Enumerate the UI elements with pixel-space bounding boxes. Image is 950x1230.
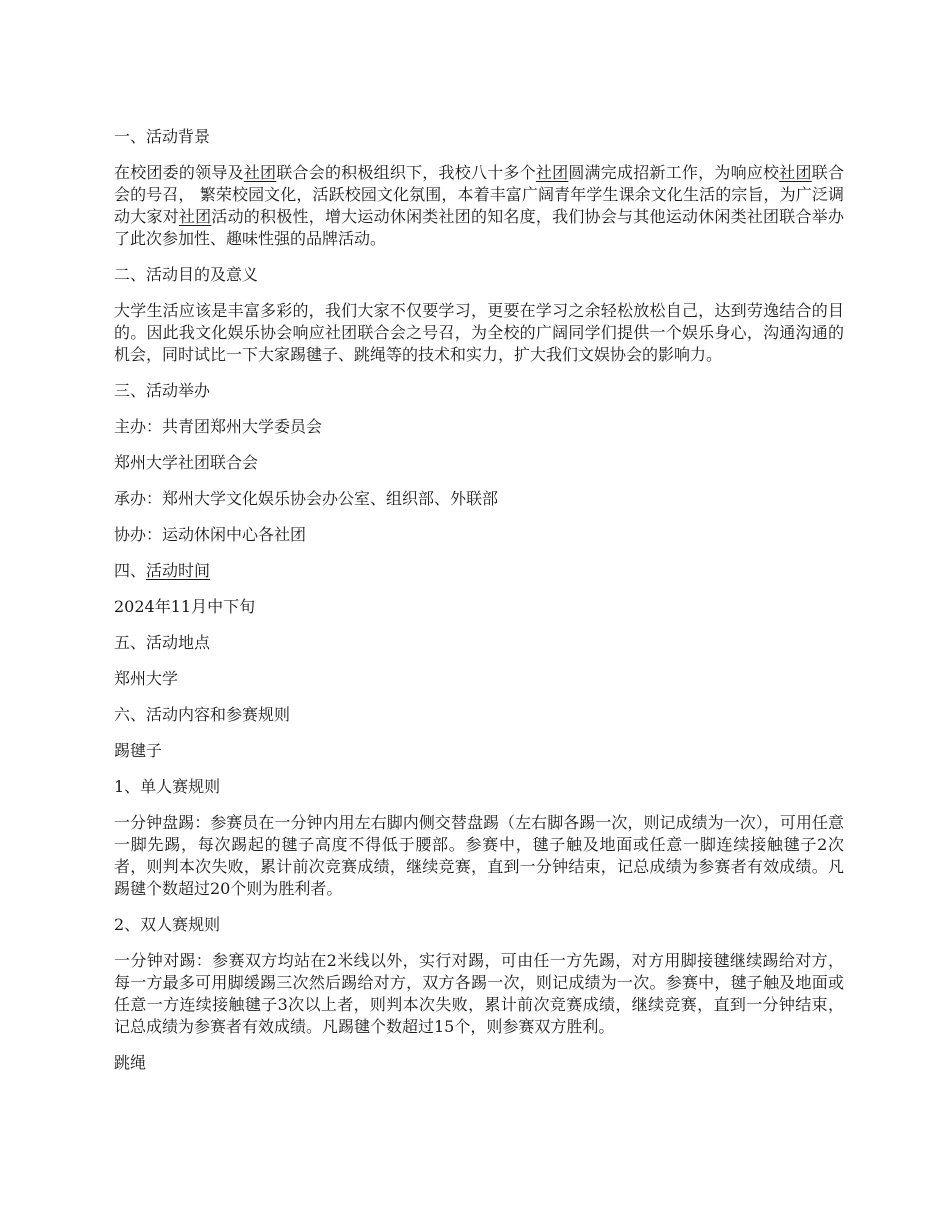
section-heading-rules: 六、活动内容和参赛规则	[114, 705, 291, 724]
purpose-paragraph: 大学生活应该是丰富多彩的，我们大家不仅要学习，更要在学习之余轻松放松自己，达到劳逸结合的目的。因此我文化娱乐协会响应社团联合会之号召，为全校的广阔同学们提供一个娱乐身心，沟通沟通的机会，同时试比一下大家踢毽子、跳绳等的技术和实力，扩大我们文娱协会的影响力。	[114, 301, 844, 364]
time-line: 2024年11月中下旬	[114, 597, 256, 616]
text-run: 圆满完成招新工作，为响应校	[568, 163, 780, 182]
club-link[interactable]: 社团	[535, 163, 569, 182]
document-page	[114, 126, 844, 1088]
section-heading-time	[114, 560, 844, 582]
double-rules-paragraph: 一分钟对踢：参赛双方均站在2米线以外，实行对踢，可由任一方先踢，对方用脚接毽继续踢给对方，每一方最多可用脚缓踢三次然后踢给对方，双方各踢一次，则记成绩为一次。参赛中，毽子触及地面或任意一方连续接触毽子3次以上者，则判本次失败，累计前次竞赛成绩，继续竞赛，直到一分钟结束，记总成绩为参赛者有效成绩。凡踢毽个数超过15个，则参赛双方胜利。	[114, 951, 844, 1036]
section-heading-background: 一、活动背景	[114, 127, 211, 146]
section-heading-purpose: 二、活动目的及意义	[114, 265, 259, 284]
text-run: 活动的积极性，增大运动休闲类社团的知名度，我们协会与其他运动休闲类社团联合举办了此次参加性、趣味性强的品牌活动。	[114, 207, 844, 248]
heading-prefix: 四、	[114, 561, 147, 580]
club-link[interactable]: 社团	[178, 207, 212, 226]
place-line: 郑州大学	[114, 669, 179, 688]
host-line: 主办：共青团郑州大学委员会	[114, 417, 323, 436]
double-rules-heading: 2、双人赛规则	[114, 915, 221, 934]
coorganizer-line: 协办：运动休闲中心各社团	[114, 525, 307, 544]
activity-time-link[interactable]: 活动时间	[146, 561, 211, 580]
club-link[interactable]: 社团	[243, 163, 277, 182]
jianzi-heading: 踢毽子	[114, 741, 163, 760]
section-heading-organization: 三、活动举办	[114, 381, 211, 400]
section-heading-place: 五、活动地点	[114, 633, 211, 652]
text-run: 联合会的积极组织下，我校八十多个	[276, 163, 536, 182]
single-rules-heading: 1、单人赛规则	[114, 777, 221, 796]
host-line-2: 郑州大学社团联合会	[114, 453, 259, 472]
text-run: 在校团委的领导及	[114, 163, 244, 182]
text-run: 联合会的号召， 繁荣校园文化，活跃校园文化氛围，本着丰富广阔青年学生课余文化生活的宗旨，为广泛调动大家对	[114, 163, 844, 226]
single-rules-paragraph: 一分钟盘踢：参赛员在一分钟内用左右脚内侧交替盘踢（左右脚各踢一次，则记成绩为一次），可用任意一脚先踢，每次踢起的毽子高度不得低于腰部。参赛中，毽子触及地面或任意一脚连续接触毽子2次者，则判本次失败，累计前次竞赛成绩，继续竞赛，直到一分钟结束，记总成绩为参赛者有效成绩。凡踢毽个数超过20个则为胜利者。	[114, 813, 844, 898]
tiaosheng-heading: 跳绳	[114, 1053, 147, 1072]
background-paragraph	[114, 162, 844, 250]
organizer-line: 承办：郑州大学文化娱乐协会办公室、组织部、外联部	[114, 489, 499, 508]
club-link[interactable]: 社团	[779, 163, 812, 182]
